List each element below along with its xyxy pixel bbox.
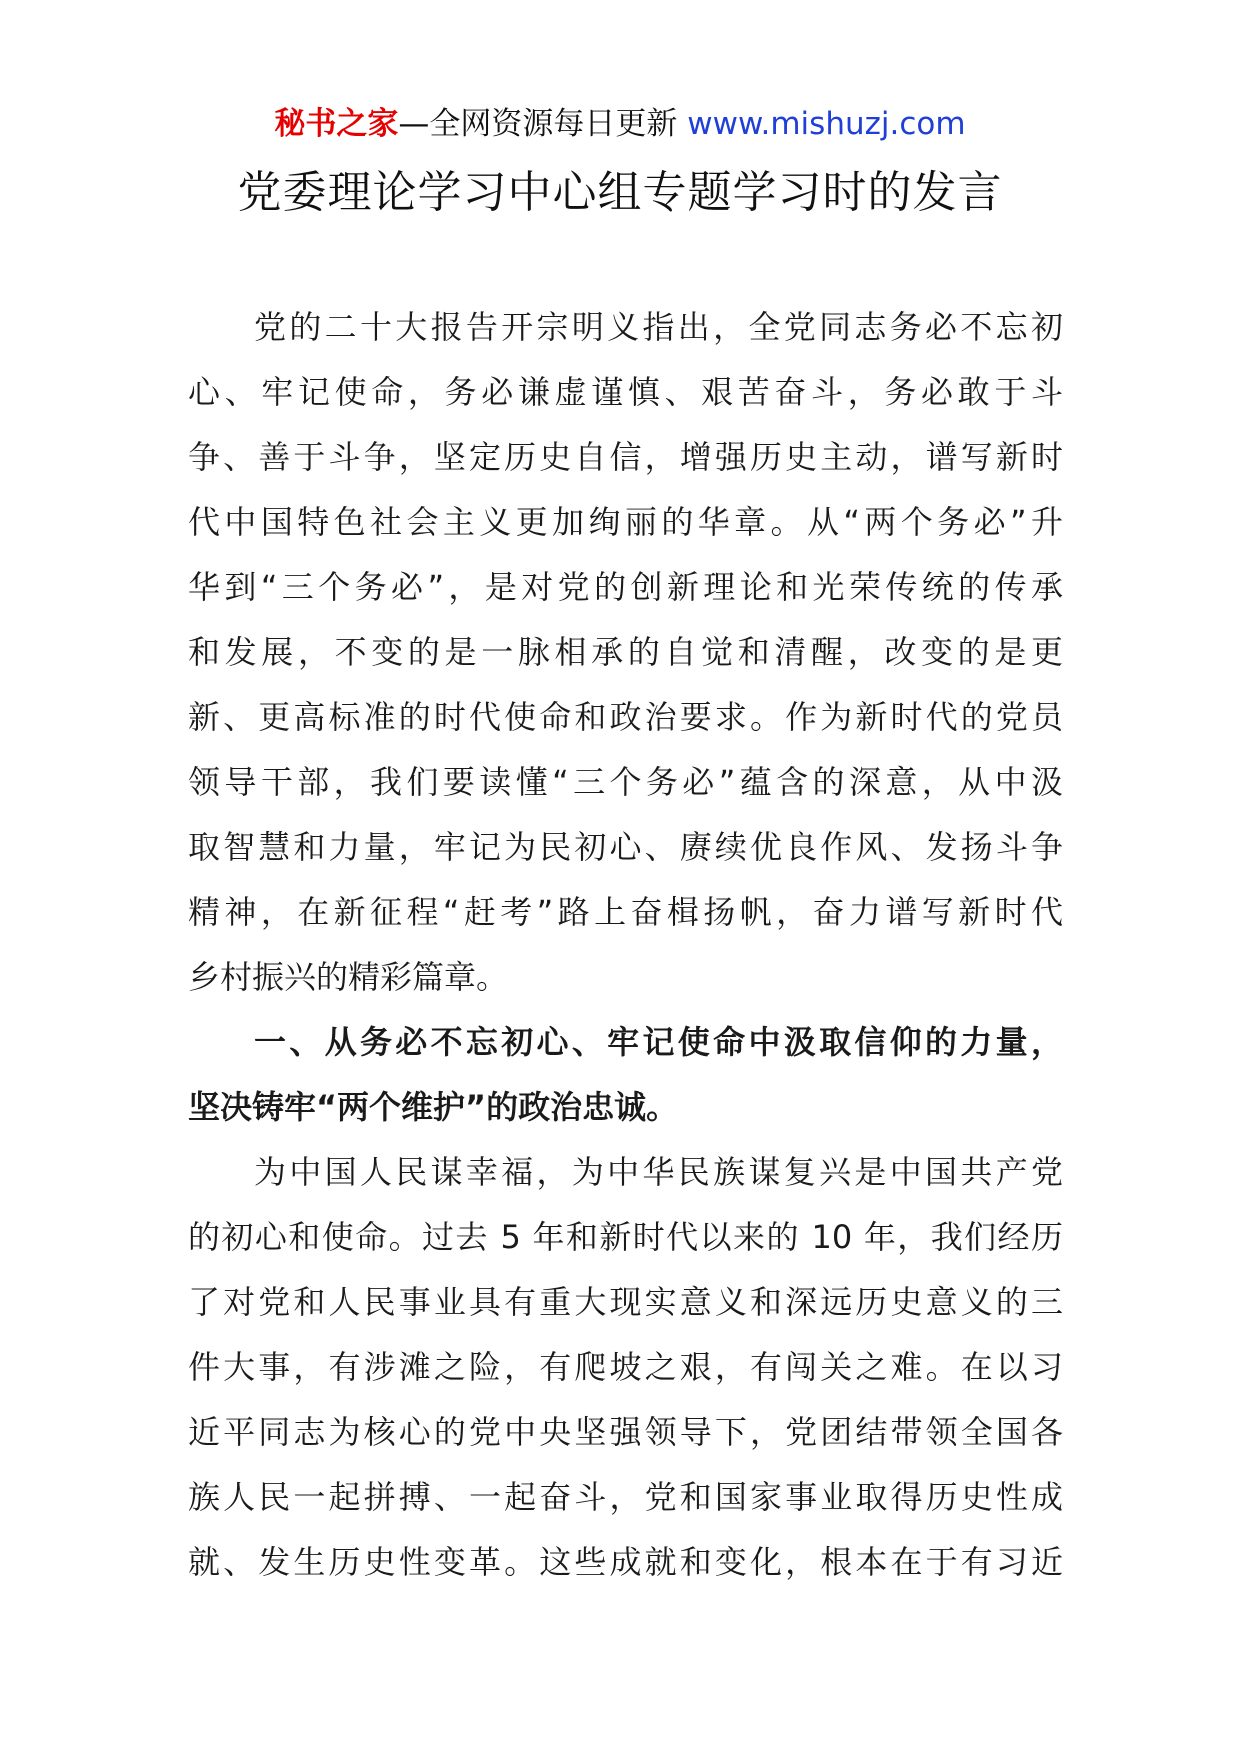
section-heading-1 (188, 1010, 1063, 1140)
paragraph-intro (188, 295, 1063, 1010)
paragraph-line: 党的二十大报告开宗明义指出，全党同志务必不忘初 (254, 308, 1063, 346)
paragraph-line: 精神，在新征程“赶考”路上奋楫扬帆，奋力谱写新时代 (188, 893, 1063, 931)
document-body (188, 295, 1063, 1595)
header-slogan: —全网资源每日更新 (398, 106, 678, 142)
document-title: 党委理论学习中心组专题学习时的发言 (237, 167, 1003, 218)
paragraph-line: 取智慧和力量，牢记为民初心、赓续优良作风、发扬斗争 (188, 828, 1063, 866)
brand-name: 秘书之家 (274, 106, 399, 142)
site-url[interactable]: www.mishuzj.com (687, 106, 966, 142)
paragraph-line: 就、发生历史性变革。这些成就和变化，根本在于有习近 (188, 1543, 1063, 1581)
paragraph-line: 乡村振兴的精彩篇章。 (188, 958, 509, 996)
paragraph-line: 为中国人民谋幸福，为中华民族谋复兴是中国共产党 (254, 1153, 1063, 1191)
heading-line: 坚决铸牢“两个维护”的政治忠诚。 (188, 1088, 679, 1126)
paragraph-line: 族人民一起拼搏、一起奋斗，党和国家事业取得历史性成 (188, 1478, 1063, 1516)
site-header (0, 102, 1240, 146)
paragraph-line: 争、善于斗争，坚定历史自信，增强历史主动，谱写新时 (188, 438, 1063, 476)
paragraph-line: 近平同志为核心的党中央坚强领导下，党团结带领全国各 (188, 1413, 1063, 1451)
paragraph-line: 的初心和使命。过去 5 年和新时代以来的 10 年，我们经历 (188, 1218, 1063, 1256)
paragraph-line: 领导干部，我们要读懂“三个务必”蕴含的深意，从中汲 (188, 763, 1063, 801)
paragraph-line: 心、牢记使命，务必谦虚谨慎、艰苦奋斗，务必敢于斗 (188, 373, 1063, 411)
paragraph-line: 和发展，不变的是一脉相承的自觉和清醒，改变的是更 (188, 633, 1063, 671)
paragraph-line: 代中国特色社会主义更加绚丽的华章。从“两个务必”升 (188, 503, 1063, 541)
paragraph-line: 华到“三个务必”，是对党的创新理论和光荣传统的传承 (188, 568, 1063, 606)
paragraph-line: 了对党和人民事业具有重大现实意义和深远历史意义的三 (188, 1283, 1063, 1321)
paragraph-line: 新、更高标准的时代使命和政治要求。作为新时代的党员 (188, 698, 1063, 736)
paragraph-section-1 (188, 1140, 1063, 1595)
heading-line: 一、从务必不忘初心、牢记使命中汲取信仰的力量， (254, 1023, 1063, 1061)
paragraph-line: 件大事，有涉滩之险，有爬坡之艰，有闯关之难。在以习 (188, 1348, 1063, 1386)
